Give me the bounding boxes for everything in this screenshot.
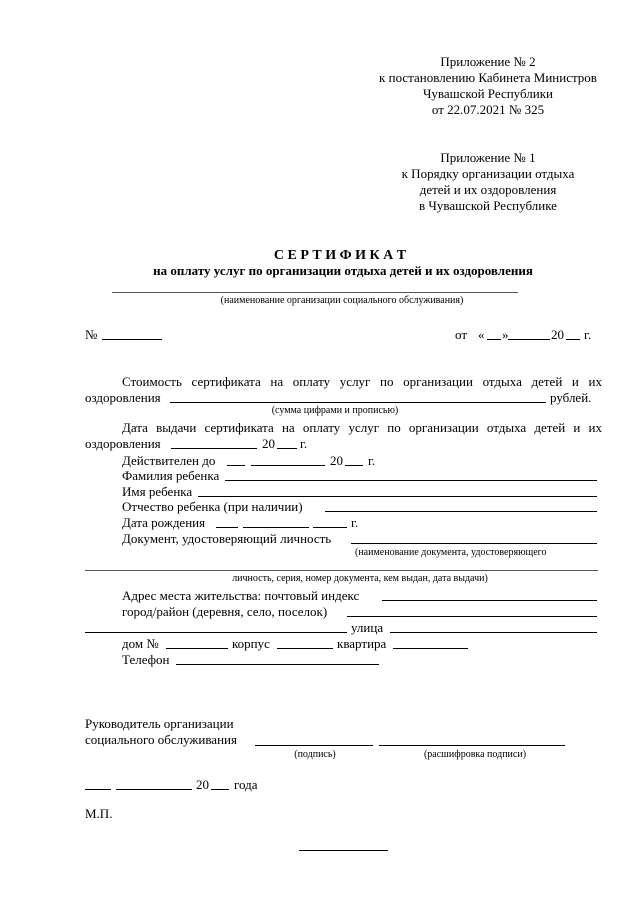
organization-name-line[interactable] [112,292,518,293]
date-year-field[interactable] [566,339,580,340]
house-field[interactable] [166,648,228,649]
certificate-subtitle: на оплату услуг по организации отдыха детей и их оздоровления [153,263,533,278]
appendix2-line3: Чувашской Республики [422,86,554,101]
number-field[interactable] [102,339,162,340]
child-name-field[interactable] [198,496,597,497]
flat-field[interactable] [393,648,468,649]
child-name-label: Имя ребенка [122,484,193,499]
document-caption2: личность, серия, номер документа, кем выдан, дата выдачи) [232,573,488,584]
signed-year-field[interactable] [211,789,229,790]
cost-caption: (сумма цифрами и прописью) [271,405,399,416]
signed-day-field[interactable] [85,789,111,790]
appendix1-line2: к Порядку организации отдыха [401,166,575,181]
cost-line1: Стоимость сертификата на оплату услуг по организации отдыха детей и их [122,374,602,389]
street-field[interactable] [390,632,597,633]
signed-year-suffix: года [234,777,258,792]
issue-year-prefix: 20 [262,436,275,451]
valid-label: Действителен до [122,453,216,468]
cost-line2-prefix: оздоровления [85,390,161,405]
valid-day-field[interactable] [227,465,245,466]
locality-continuation-field[interactable] [85,632,347,633]
date-year-suffix: г. [584,327,592,342]
appendix2-line4: от 22.07.2021 № 325 [431,102,545,117]
date-from-prefix: от [455,327,468,342]
appendix1-line1: Приложение № 1 [440,150,536,165]
date-quote-open: « [478,327,485,342]
organization-caption: (наименование организации социального обслуживания) [220,295,464,306]
date-day-field[interactable] [487,339,501,340]
building-field[interactable] [277,648,333,649]
signed-month-field[interactable] [116,789,192,790]
house-label: дом № [122,636,159,651]
birth-month-field[interactable] [243,527,309,528]
address-label: Адрес места жительства: почтовый индекс [122,588,360,603]
phone-label: Телефон [122,652,170,667]
cost-line2-suffix: рублей. [550,390,592,405]
child-patronymic-label: Отчество ребенка (при наличии) [122,499,303,514]
birth-year-suffix: г. [351,515,359,530]
stamp-label: М.П. [85,806,113,821]
document-label: Документ, удостоверяющий личность [122,531,332,546]
birth-date-label: Дата рождения [122,515,206,530]
number-label: № [85,327,98,342]
transcript-caption: (расшифровка подписи) [423,749,527,760]
signed-year-prefix: 20 [196,777,209,792]
cost-amount-field[interactable] [170,402,546,403]
appendix2-line1: Приложение № 2 [440,54,536,69]
street-label: улица [351,620,384,635]
head-line2: социального обслуживания [85,732,237,747]
valid-year-suffix: г. [368,453,376,468]
signature-caption: (подпись) [294,749,336,760]
appendix2-line2: к постановлению Кабинета Министров [379,70,597,85]
date-quote-close: » [502,327,509,342]
certificate-title: С Е Р Т И Ф И К А Т [273,248,407,263]
birth-year-field[interactable] [313,527,347,528]
document-field[interactable] [351,543,597,544]
city-field[interactable] [347,616,597,617]
issue-year-suffix: г. [300,436,308,451]
issue-date-field[interactable] [171,448,257,449]
postal-index-field[interactable] [382,600,597,601]
head-line1: Руководитель организации [85,716,234,731]
issue-year-field[interactable] [277,448,297,449]
valid-year-field[interactable] [345,465,363,466]
child-patronymic-field[interactable] [325,511,597,512]
document-caption1: (наименование документа, удостоверяющего [355,547,547,558]
valid-year-prefix: 20 [330,453,343,468]
appendix1-line4: в Чувашской Республике [419,198,557,213]
date-month-field[interactable] [508,339,550,340]
city-label: город/район (деревня, село, поселок) [122,604,328,619]
valid-month-field[interactable] [251,465,325,466]
phone-field[interactable] [176,664,379,665]
signature-field[interactable] [255,745,373,746]
appendix1-line3: детей и их оздоровления [419,182,557,197]
child-surname-field[interactable] [225,480,597,481]
date-year-prefix: 20 [551,327,564,342]
building-label: корпус [232,636,270,651]
issue-line1: Дата выдачи сертификата на оплату услуг по организации отдыха детей и их [122,420,602,435]
document-details-field[interactable] [85,570,598,571]
birth-day-field[interactable] [216,527,238,528]
signature-transcript-field[interactable] [379,745,565,746]
child-surname-label: Фамилия ребенка [122,468,220,483]
bottom-separator [299,850,388,851]
flat-label: квартира [337,636,387,651]
issue-line2-prefix: оздоровления [85,436,161,451]
